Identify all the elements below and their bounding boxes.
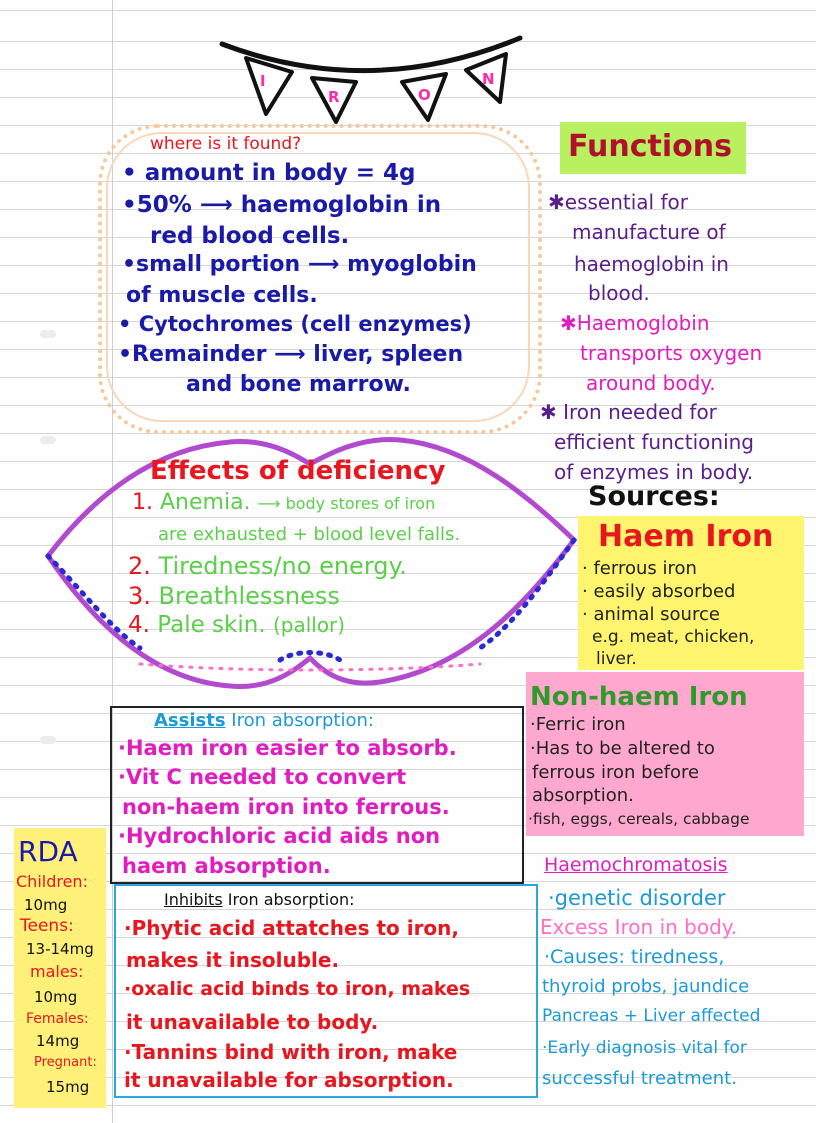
functions-line: ✱Haemoglobin [560,311,710,335]
rda-value: 13-14mg [26,940,94,958]
rda-value: 10mg [24,896,68,914]
deficiency-title: Effects of deficiency [150,456,446,486]
rda-group-label: Females: [26,1011,89,1027]
rda-value: 10mg [34,988,78,1006]
inhibits-line: it unavailable to body. [126,1010,379,1034]
non-haem-iron-line: ·Ferric iron [530,714,626,735]
non-haem-iron-line: ferrous iron before [532,762,700,783]
deficiency-extra: (pallor) [272,613,346,637]
haemochromatosis-line: Pancreas + Liver affected [542,1006,761,1026]
where-found-line: •small portion ⟶ myoglobin [122,252,477,277]
punch-hole [40,736,56,744]
assists-line: ·Vit C needed to convert [118,765,407,789]
where-found-line: of muscle cells. [126,283,318,308]
bunting-letter: N [482,70,495,88]
deficiency-item-3 [128,584,340,608]
deficiency-extra: ⟶ body stores of iron [257,494,436,513]
bunting-letter: R [328,88,340,106]
deficiency-text: Tiredness/no energy. [158,552,407,580]
where-found-question: where is it found? [150,134,302,154]
deficiency-number: 1. [132,490,153,515]
rda-group-label: Children: [16,872,88,891]
rda-group-label: males: [30,962,84,981]
inhibits-line: ·oxalic acid binds to iron, makes [124,978,471,1000]
assists-line: ·Hydrochloric acid aids non [118,824,441,848]
haem-iron-title: Haem Iron [598,519,774,554]
assists-title-word: Assists [154,710,226,731]
assists-line: haem absorption. [122,854,331,878]
non-haem-iron-line: ·fish, eggs, cereals, cabbage [528,810,750,828]
rda-title: RDA [18,835,78,868]
deficiency-item-4 [128,614,345,637]
haemochromatosis-line: ·Causes: tiredness, [544,946,725,968]
deficiency-item-2 [128,554,407,578]
non-haem-iron-title: Non-haem Iron [530,682,748,712]
rda-group-label: Pregnant: [34,1055,97,1070]
haem-iron-line: e.g. meat, chicken, [592,627,755,647]
functions-title: Functions [568,129,732,164]
where-found-line: red blood cells. [150,223,350,249]
functions-line: efficient functioning [554,430,754,454]
haem-iron-line: · animal source [582,604,720,625]
bunting-letter: I [260,72,266,90]
functions-line: ✱essential for [548,190,688,214]
deficiency-item-1-cont: are exhausted + blood level falls. [158,524,461,545]
haemochromatosis-line: ·genetic disorder [548,886,726,910]
non-haem-iron-line: absorption. [532,785,634,806]
bunting-title [210,30,530,126]
deficiency-text: Anemia. [160,490,251,515]
inhibits-line: ·Tannins bind with iron, make [124,1040,458,1064]
bunting-letter: O [418,86,431,104]
functions-line: of enzymes in body. [554,460,754,484]
deficiency-item-1 [132,492,435,514]
inhibits-title-word: Inhibits [164,890,223,909]
sources-title: Sources: [588,481,720,512]
deficiency-text: Breathlessness [158,582,340,610]
assists-title [154,712,374,730]
haemochromatosis-line: ·Early diagnosis vital for [542,1038,747,1058]
functions-line: ✱ Iron needed for [540,400,717,424]
where-found-line: •Remainder ⟶ liver, spleen [118,342,464,367]
assists-line: non-haem iron into ferrous. [122,795,450,819]
deficiency-number: 4. [128,612,150,638]
haemochromatosis-line: successful treatment. [542,1068,737,1089]
haemochromatosis-title: Haemochromatosis [544,854,728,876]
rda-value: 15mg [46,1078,90,1096]
haem-iron-line: liver. [596,649,637,669]
where-found-line: and bone marrow. [186,372,411,397]
functions-line: manufacture of [572,220,726,244]
functions-line: blood. [588,281,650,305]
non-haem-iron-line: ·Has to be altered to [530,738,715,759]
punch-hole [40,330,56,338]
haem-iron-line: · easily absorbed [582,581,736,602]
deficiency-number: 3. [128,582,151,610]
assists-title-rest: Iron absorption: [231,710,374,731]
inhibits-line: it unavailable for absorption. [124,1068,454,1092]
functions-line: haemoglobin in [574,252,729,276]
where-found-line: •50% ⟶ haemoglobin in [122,192,442,218]
inhibits-title [164,892,355,908]
functions-line: transports oxygen [580,341,763,365]
assists-line: ·Haem iron easier to absorb. [118,736,457,760]
where-found-line: • Cytochromes (cell enzymes) [118,312,472,336]
rda-value: 14mg [36,1032,80,1050]
deficiency-number: 2. [128,552,151,580]
rda-group-label: Teens: [20,916,74,936]
functions-line: around body. [586,371,716,395]
haemochromatosis-line: Excess Iron in body. [540,915,738,939]
deficiency-text: Pale skin. [157,612,266,638]
haemochromatosis-line: thyroid probs, jaundice [542,976,750,997]
inhibits-line: ·Phytic acid attatches to iron, [124,916,460,940]
haem-iron-line: · ferrous iron [582,558,697,579]
where-found-line: • amount in body = 4g [122,160,416,186]
inhibits-line: makes it insoluble. [126,948,340,972]
inhibits-title-rest: Iron absorption: [227,890,355,909]
